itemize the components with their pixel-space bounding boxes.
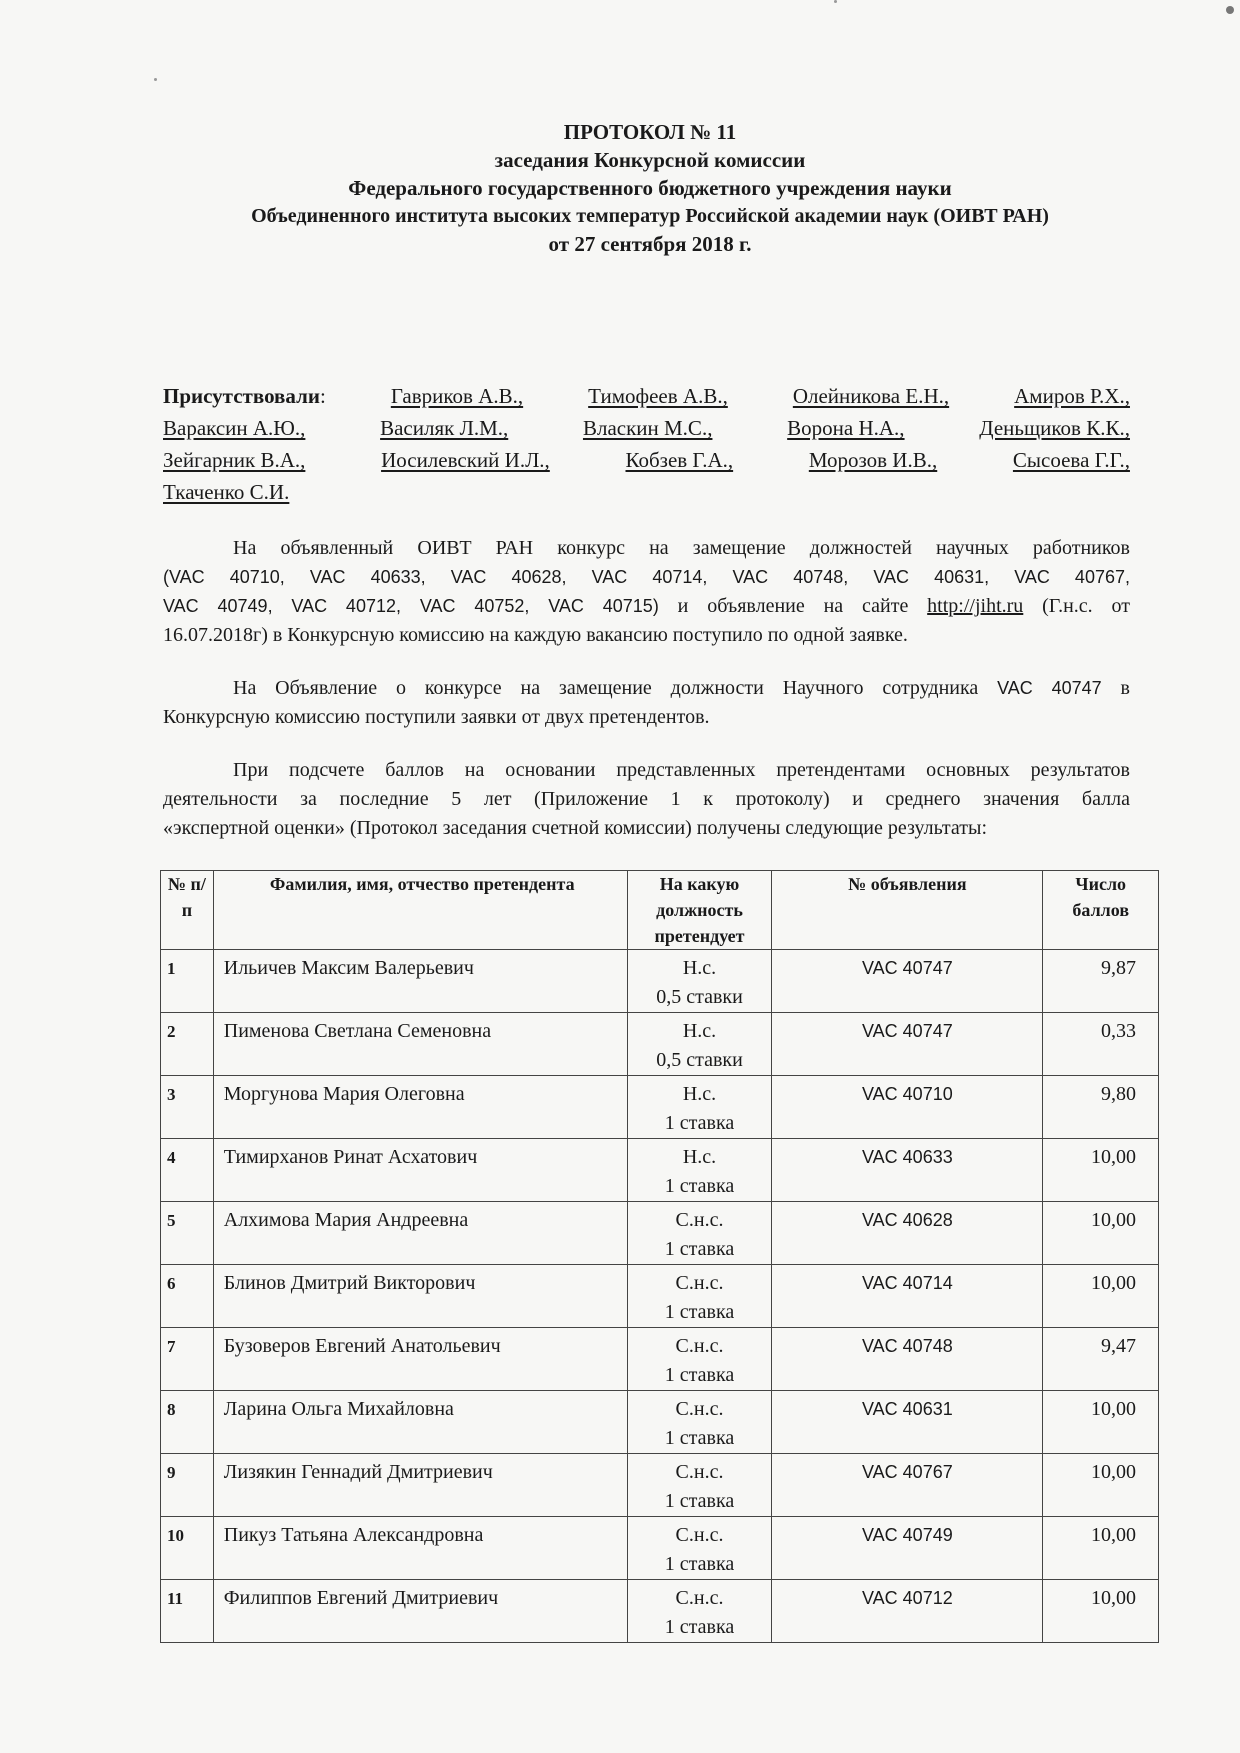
vacancy-number: VAC 40712 <box>772 1580 1043 1643</box>
position-rate: 1 ставка <box>664 1616 735 1638</box>
candidate-name: Бузоверов Евгений Анатольевич <box>213 1328 627 1391</box>
paragraph-results <box>163 756 1130 843</box>
position-rate: 1 ставка <box>664 1238 735 1260</box>
candidate-position <box>627 1139 772 1202</box>
candidate-position <box>627 950 772 1013</box>
results-table <box>160 870 1159 1643</box>
attendee-name: Кобзев Г.А., <box>625 448 734 472</box>
text-fragment: (Г.н.с. от <box>1023 595 1131 617</box>
paragraph-line: Конкурсную комиссию поступили заявки от двух претендентов. <box>163 706 710 728</box>
vacancy-code: VAC 40747 <box>997 678 1102 698</box>
position-rate: 1 ставка <box>664 1301 735 1323</box>
attendee-name: Василяк Л.М., <box>380 416 509 440</box>
header-line: Объединенного института высоких температур Российской академии наук (ОИВТ РАН) <box>251 205 1049 227</box>
vacancy-number: VAC 40714 <box>772 1265 1043 1328</box>
attendee-name: Ворона Н.А., <box>787 416 905 440</box>
candidate-name: Блинов Дмитрий Викторович <box>213 1265 627 1328</box>
paragraph-line <box>163 592 1130 621</box>
position-title: Н.с. <box>682 1083 717 1105</box>
row-num: 4 <box>161 1139 214 1202</box>
table-row <box>161 1076 1159 1139</box>
paragraph-line: На объявленный ОИВТ РАН конкурс на замещение должностей научных работников <box>233 537 1130 559</box>
vacancy-number: VAC 40710 <box>772 1076 1043 1139</box>
score-value: 10,00 <box>1043 1265 1159 1328</box>
text-fragment: На Объявление о конкурсе на замещение должности Научного сотрудника <box>233 677 998 699</box>
attendee-name: Власкин М.С., <box>582 416 713 440</box>
vacancy-number: VAC 40628 <box>772 1202 1043 1265</box>
row-num: 9 <box>161 1454 214 1517</box>
score-value: 10,00 <box>1043 1139 1159 1202</box>
attendees-line <box>163 444 1130 476</box>
paragraph-competition <box>163 534 1130 650</box>
candidate-name: Лизякин Геннадий Дмитриевич <box>213 1454 627 1517</box>
vacancy-number: VAC 40633 <box>772 1139 1043 1202</box>
row-num: 11 <box>161 1580 214 1643</box>
candidate-position <box>627 1202 772 1265</box>
paragraph-line: При подсчете баллов на основании представленных претендентами основных результатов <box>233 759 1130 781</box>
position-title: С.н.с. <box>675 1209 724 1231</box>
table-row <box>161 1202 1159 1265</box>
candidate-position <box>627 1580 772 1643</box>
row-num: 3 <box>161 1076 214 1139</box>
attendee-name: Гавриков А.В., <box>390 384 524 408</box>
position-rate: 1 ставка <box>664 1112 735 1134</box>
position-title: С.н.с. <box>675 1461 724 1483</box>
candidate-position <box>627 1454 772 1517</box>
position-rate: 1 ставка <box>664 1490 735 1512</box>
header-name: Фамилия, имя, отчество претендента <box>213 871 627 950</box>
position-title: С.н.с. <box>675 1524 724 1546</box>
position-title: С.н.с. <box>675 1587 724 1609</box>
attendee-name: Тимофеев А.В., <box>588 384 728 408</box>
header-vacancy: № объявления <box>772 871 1043 950</box>
text-fragment: и объявление на сайте <box>658 595 928 617</box>
text-fragment: в <box>1101 677 1130 699</box>
position-rate: 1 ставка <box>664 1364 735 1386</box>
attendee-name: Вараксин А.Ю., <box>163 416 306 440</box>
candidate-name: Тимирханов Ринат Асхатович <box>213 1139 627 1202</box>
score-value: 10,00 <box>1043 1391 1159 1454</box>
attendee-name: Сысоева Г.Г., <box>1012 448 1130 472</box>
protocol-date: от 27 сентября 2018 г. <box>548 232 752 256</box>
candidate-position <box>627 1013 772 1076</box>
candidate-name: Моргунова Мария Олеговна <box>213 1076 627 1139</box>
attendee-name: Амиров Р.Х., <box>1014 384 1130 408</box>
paragraph-line <box>163 674 1130 703</box>
attendees-line <box>163 380 1130 412</box>
table-row <box>161 1328 1159 1391</box>
row-num: 8 <box>161 1391 214 1454</box>
score-value: 10,00 <box>1043 1580 1159 1643</box>
vacancy-number: VAC 40631 <box>772 1391 1043 1454</box>
protocol-title: ПРОТОКОЛ № 11 <box>563 120 737 144</box>
paragraph-line: деятельности за последние 5 лет (Приложение 1 к протоколу) и среднего значения балла <box>163 788 1130 810</box>
paragraph-line: 16.07.2018г) в Конкурсную комиссию на каждую вакансию поступило по одной заявке. <box>163 624 908 646</box>
vacancy-number: VAC 40748 <box>772 1328 1043 1391</box>
header-line: заседания Конкурсной комиссии <box>494 148 806 172</box>
score-value: 10,00 <box>1043 1454 1159 1517</box>
row-num: 2 <box>161 1013 214 1076</box>
paragraph-announcement <box>163 674 1130 732</box>
candidate-position <box>627 1076 772 1139</box>
position-rate: 0,5 ставки <box>656 1049 743 1071</box>
attendees-label: Присутствовали <box>163 384 320 408</box>
vacancy-number: VAC 40747 <box>772 1013 1043 1076</box>
vacancy-number: VAC 40747 <box>772 950 1043 1013</box>
candidate-name: Пикуз Татьяна Александровна <box>213 1517 627 1580</box>
header-line: Федерального государственного бюджетного учреждения науки <box>348 176 952 200</box>
attendees-block <box>163 380 1130 508</box>
position-title: Н.с. <box>682 957 717 979</box>
candidate-name: Алхимова Мария Андреевна <box>213 1202 627 1265</box>
score-value: 9,47 <box>1043 1328 1159 1391</box>
position-title: Н.с. <box>682 1146 717 1168</box>
score-value: 0,33 <box>1043 1013 1159 1076</box>
scan-speck <box>154 78 157 81</box>
attendee-name: Зейгарник В.А., <box>163 448 306 472</box>
attendees-colon: : <box>319 384 326 408</box>
candidate-position <box>627 1391 772 1454</box>
document-header <box>150 118 1150 258</box>
score-value: 10,00 <box>1043 1202 1159 1265</box>
row-num: 1 <box>161 950 214 1013</box>
row-num: 6 <box>161 1265 214 1328</box>
scan-speck <box>834 0 837 3</box>
score-value: 10,00 <box>1043 1517 1159 1580</box>
attendee-name: Деньщиков К.К., <box>979 416 1130 440</box>
row-num: 10 <box>161 1517 214 1580</box>
candidate-position <box>627 1517 772 1580</box>
position-rate: 1 ставка <box>664 1427 735 1449</box>
attendees-label-group <box>163 380 326 412</box>
row-num: 7 <box>161 1328 214 1391</box>
position-title: С.н.с. <box>675 1272 724 1294</box>
table-row <box>161 1391 1159 1454</box>
paragraph-line: (VAC 40710, VAC 40633, VAC 40628, VAC 40714, VAC 40748, VAC 40631, VAC 40767, <box>163 567 1130 587</box>
attendee-name: Ткаченко С.И. <box>163 480 290 504</box>
position-title: С.н.с. <box>675 1335 724 1357</box>
attendees-line <box>163 476 1130 508</box>
table-row <box>161 1454 1159 1517</box>
attendee-name: Иосилевский И.Л., <box>381 448 550 472</box>
attendee-name: Олейникова Е.Н., <box>792 384 950 408</box>
site-link[interactable]: http://jiht.ru <box>927 595 1024 617</box>
score-value: 9,80 <box>1043 1076 1159 1139</box>
position-rate: 0,5 ставки <box>656 986 743 1008</box>
header-num: № п/п <box>161 871 214 950</box>
vacancy-number: VAC 40749 <box>772 1517 1043 1580</box>
vacancy-list: VAC 40749, VAC 40712, VAC 40752, VAC 40715) <box>163 596 659 616</box>
attendee-name: Морозов И.В., <box>808 448 938 472</box>
table-body <box>161 950 1159 1643</box>
table-row <box>161 1013 1159 1076</box>
candidate-name: Пименова Светлана Семеновна <box>213 1013 627 1076</box>
candidate-name: Филиппов Евгений Дмитриевич <box>213 1580 627 1643</box>
header-position: На какую должность претендует <box>627 871 772 950</box>
header-score: Число баллов <box>1043 871 1159 950</box>
candidate-name: Ларина Ольга Михайловна <box>213 1391 627 1454</box>
position-title: С.н.с. <box>675 1398 724 1420</box>
position-title: Н.с. <box>682 1020 717 1042</box>
table-row <box>161 1580 1159 1643</box>
position-rate: 1 ставка <box>664 1175 735 1197</box>
position-rate: 1 ставка <box>664 1553 735 1575</box>
candidate-position <box>627 1265 772 1328</box>
table-row <box>161 1139 1159 1202</box>
candidate-position <box>627 1328 772 1391</box>
table-header-row <box>161 871 1159 950</box>
score-value: 9,87 <box>1043 950 1159 1013</box>
table-row <box>161 950 1159 1013</box>
table-row <box>161 1517 1159 1580</box>
paragraph-line: «экспертной оценки» (Протокол заседания счетной комиссии) получены следующие результаты: <box>163 817 988 839</box>
scan-speck <box>1226 6 1234 14</box>
table-row <box>161 1265 1159 1328</box>
candidate-name: Ильичев Максим Валерьевич <box>213 950 627 1013</box>
vacancy-number: VAC 40767 <box>772 1454 1043 1517</box>
row-num: 5 <box>161 1202 214 1265</box>
attendees-line <box>163 412 1130 444</box>
